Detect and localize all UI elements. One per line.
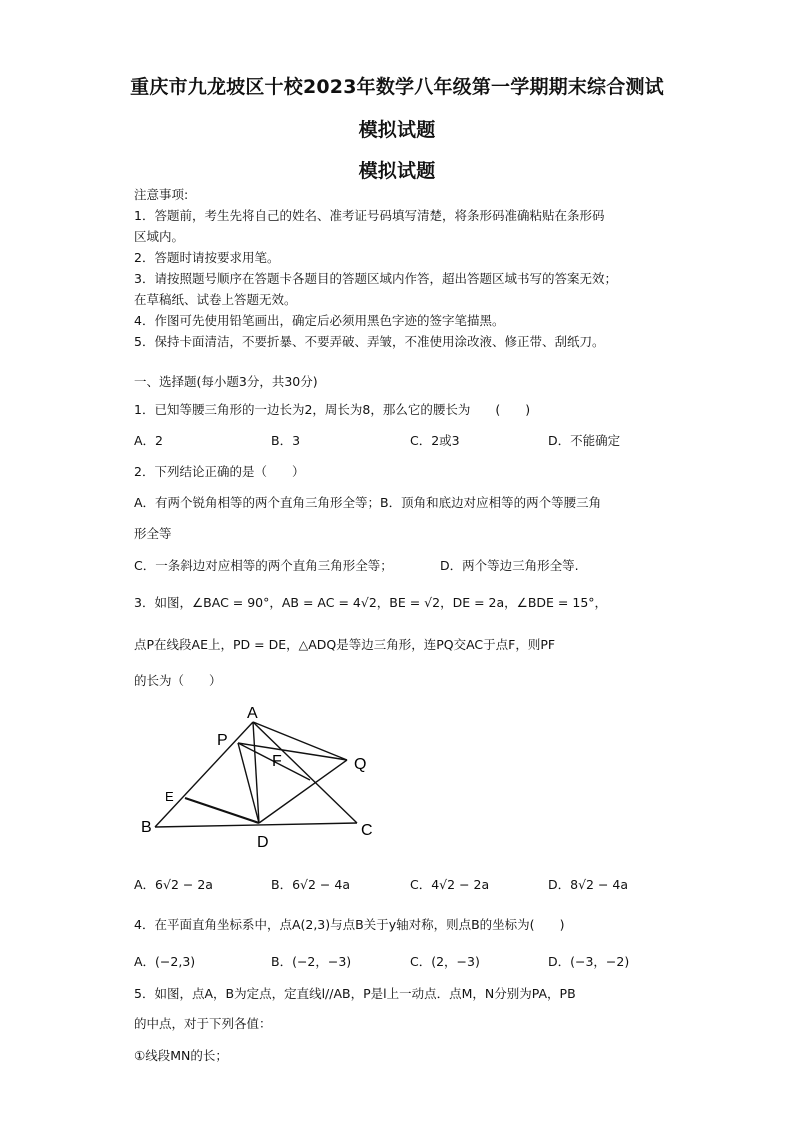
segment-ad [253,722,259,823]
label-f: F [272,753,282,770]
q1-option-d: D．不能确定 [548,433,621,448]
notice-item-2: 2．答题时请按要求用笔。 [134,250,280,265]
q2-option-d: D．两个等边三角形全等. [440,558,579,573]
title-line-1: 重庆市九龙坡区十校2023年数学八年级第一学期期末综合测试 [130,76,664,98]
segment-bc [155,823,357,827]
segment-ed [185,798,259,823]
notice-item-5: 5．保持卡面清洁，不要折暴、不要弄破、弄皱，不准使用涂改液、修正带、刮纸刀。 [134,334,605,349]
segment-pd [238,743,259,823]
title-line-3: 模拟试题 [358,160,436,182]
question-3-line-1: 3．如图，∠BAC = 90°，AB = AC = 4√2，BE = √2，DE = 2a，∠BDE = 15°， [134,595,608,610]
notice-item-4: 4．作图可先使用铅笔画出，确定后必须用黑色字迹的签字笔描黑。 [134,313,505,328]
label-d: D [257,834,269,851]
q4-option-a: A．(−2,3) [134,954,196,969]
notice-item-3a: 3．请按照题号顺序在答题卡各题目的答题区域内作答，超出答题区域书写的答案无效； [134,271,617,286]
label-e: E [165,789,174,804]
q1-option-c: C．2或3 [410,433,460,448]
label-a: A [247,705,258,722]
question-3-line-3: 的长为（ ） [134,673,222,688]
label-b: B [141,819,152,836]
q2-options-ab-line1: A．有两个锐角相等的两个直角三角形全等；B．顶角和底边对应相等的两个等腰三角 [134,495,602,510]
q1-option-a: A．2 [134,433,164,448]
q3-option-b: B．6√2 − 4a [271,877,350,892]
question-4-stem: 4．在平面直角坐标系中，点A(2,3)与点B关于y轴对称，则点B的坐标为( ) [134,917,565,932]
notice-item-1b: 区域内。 [134,229,185,244]
label-c: C [361,822,373,839]
q3-option-d: D．8√2 − 4a [548,877,629,892]
label-p: P [217,732,228,749]
question-5-line-2: 的中点，对于下列各值： [134,1016,272,1031]
geometry-figure [135,700,395,860]
section-heading: 一、选择题(每小题3分，共30分) [134,374,318,389]
q3-option-c: C．4√2 − 2a [410,877,490,892]
q4-option-b: B．(−2，−3) [271,954,352,969]
question-2-stem: 2．下列结论正确的是（ ） [134,464,305,479]
q4-option-d: D．(−3，−2) [548,954,630,969]
notice-item-3b: 在草稿纸、试卷上答题无效。 [134,292,297,307]
question-5-item-1: ①线段MN的长； [134,1048,228,1063]
q2-option-c: C．一条斜边对应相等的两个直角三角形全等； [134,558,393,573]
q4-option-c: C．(2，−3) [410,954,480,969]
segment-ac [253,722,357,823]
segment-ab [155,722,253,827]
title-line-2: 模拟试题 [358,119,436,141]
q2-options-ab-line2: 形全等 [134,526,172,541]
segment-aq [253,722,347,760]
q1-option-b: B．3 [271,433,301,448]
notice-item-1a: 1．答题前，考生先将自己的姓名、准考证号码填写清楚，将条形码准确粘贴在条形码 [134,208,605,223]
question-3-line-2: 点P在线段AE上，PD = DE，△ADQ是等边三角形，连PQ交AC于点F，则PF [134,637,556,652]
label-q: Q [354,756,367,773]
q3-option-a: A．6√2 − 2a [134,877,213,892]
notice-heading: 注意事项: [134,187,189,202]
question-1-stem: 1．已知等腰三角形的一边长为2，周长为8，那么它的腰长为 ( ) [134,402,531,417]
question-5-line-1: 5．如图，点A，B为定点，定直线l//AB，P是l上一动点．点M，N分别为PA，PB [134,986,576,1001]
